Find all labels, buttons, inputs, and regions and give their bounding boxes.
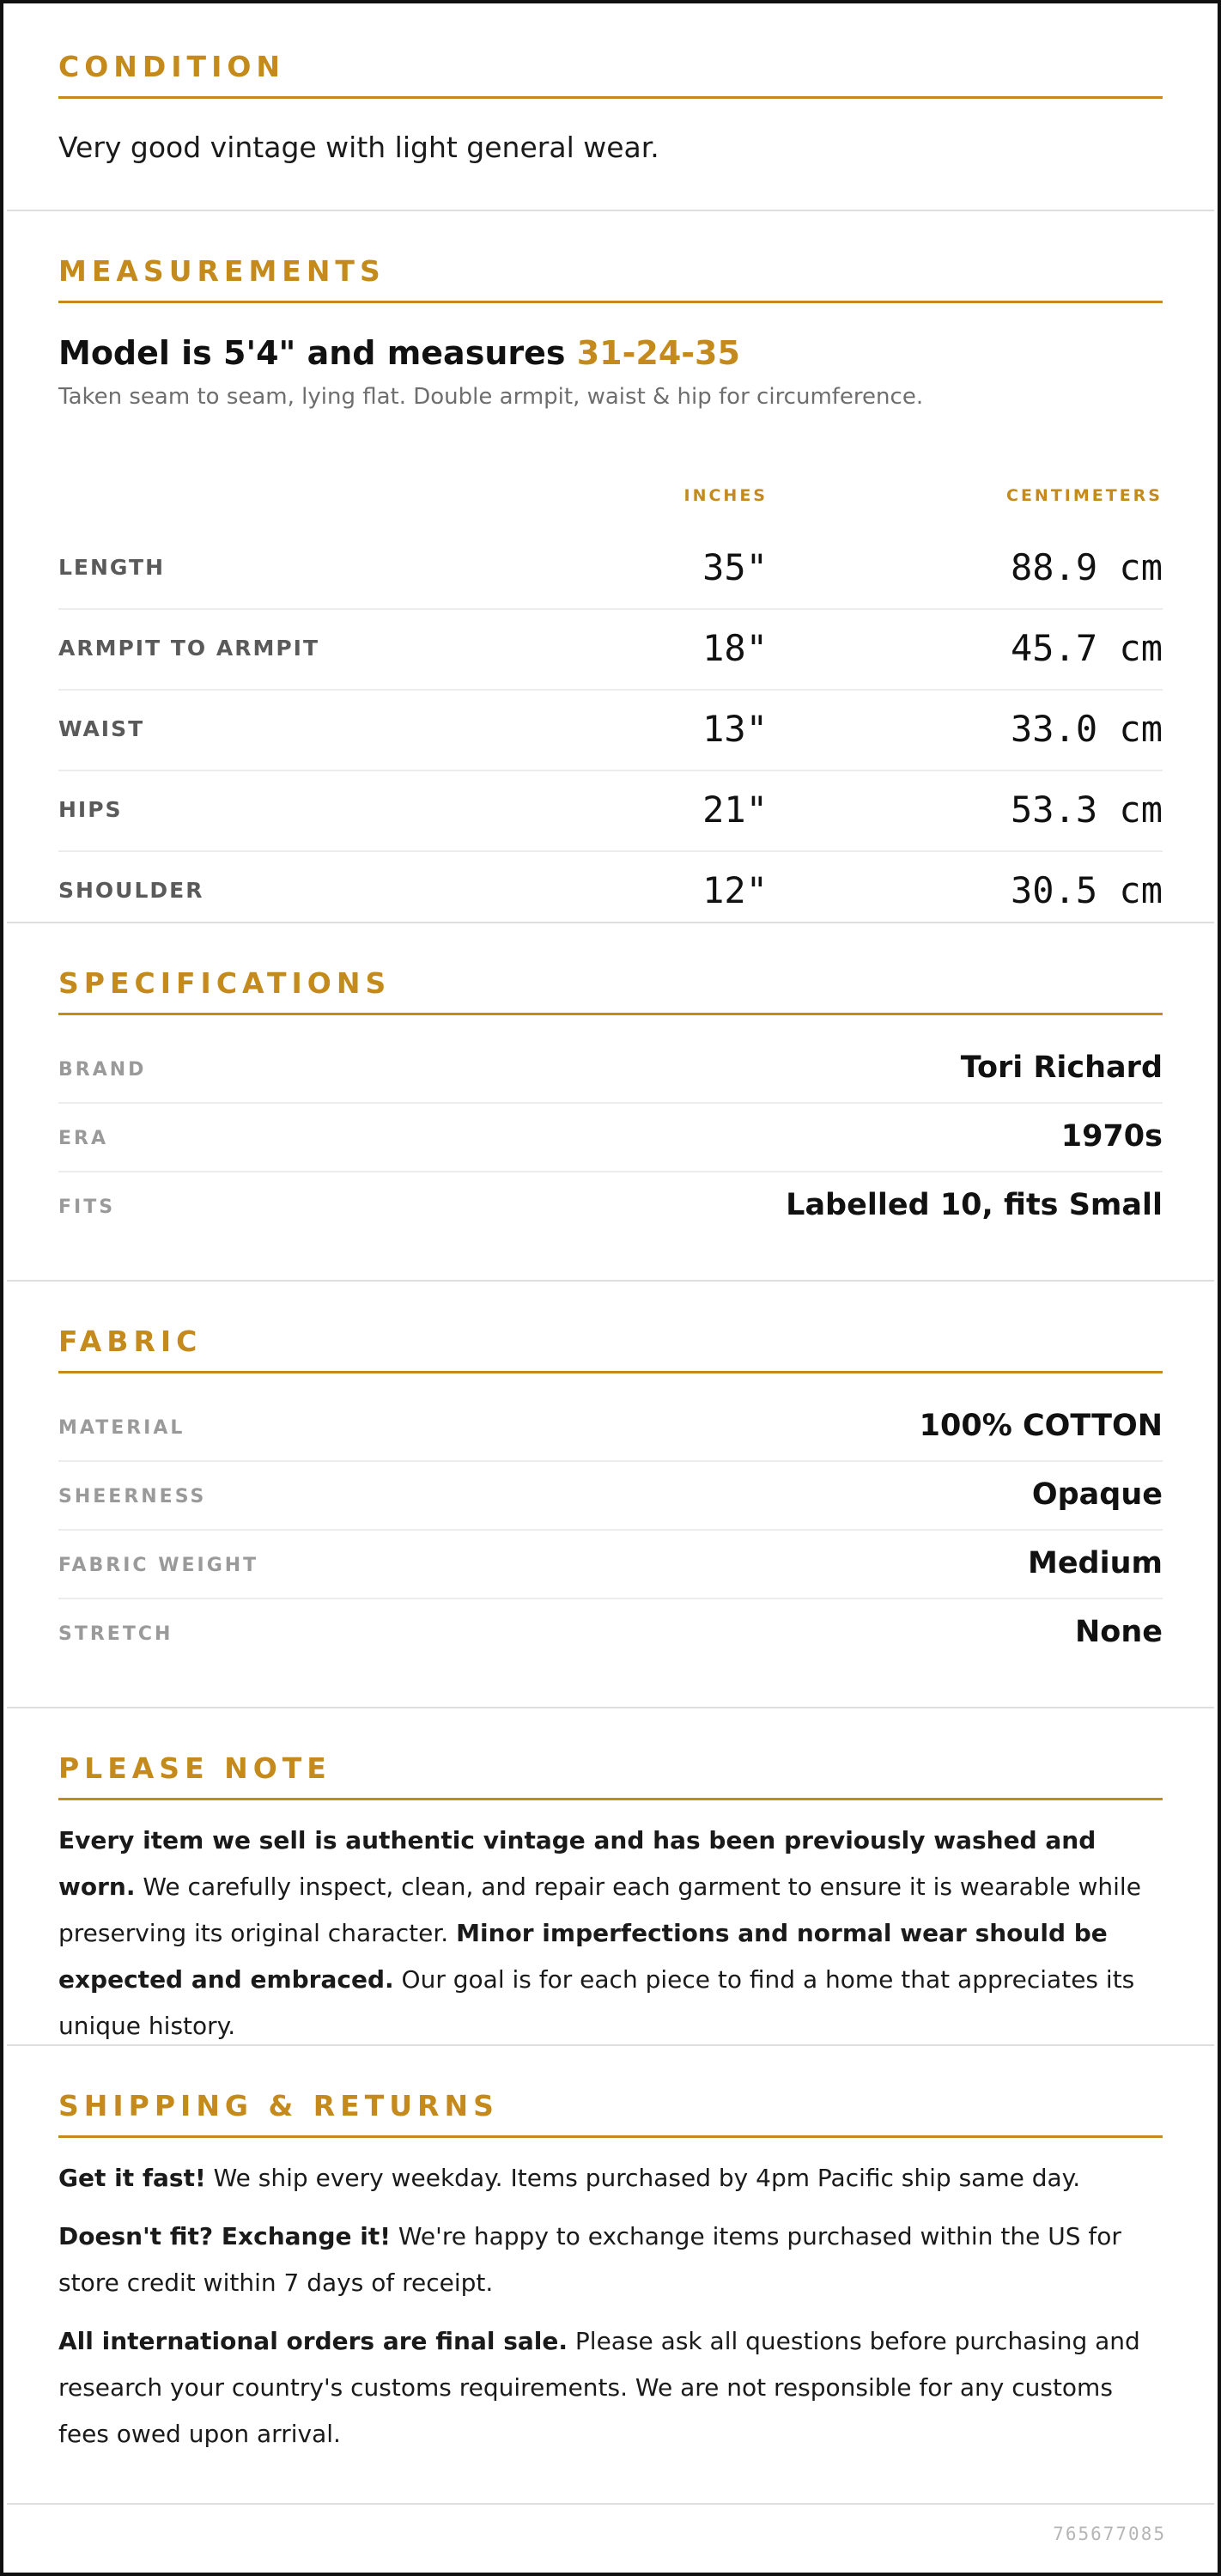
measurement-row	[58, 610, 1163, 691]
shipping-paragraph-2	[58, 2214, 1163, 2306]
measurement-row	[58, 852, 1163, 933]
inches-column-header: INCHES	[683, 486, 768, 505]
measurements-rule	[58, 301, 1163, 303]
shipping-rule	[58, 2135, 1163, 2138]
measurement-inches: 12"	[702, 869, 768, 911]
spec-label: ERA	[58, 1128, 108, 1149]
condition-rule	[58, 96, 1163, 99]
measurement-cm: 33.0 cm	[1010, 708, 1163, 750]
please-note-title: PLEASE NOTE	[58, 1751, 331, 1785]
spec-label: FITS	[58, 1197, 116, 1218]
fabric-row	[58, 1446, 1163, 1515]
model-prefix: Model is 5'4" and measures	[58, 334, 577, 372]
condition-text: Very good vintage with light general wear.	[58, 131, 659, 164]
spec-row	[58, 1157, 1163, 1226]
condition-section	[7, 3, 1214, 208]
please-note-section	[7, 1708, 1214, 2043]
measurement-label: ARMPIT TO ARMPIT	[58, 636, 320, 661]
fabric-rule	[58, 1371, 1163, 1373]
fabric-value: Opaque	[1031, 1477, 1163, 1512]
shipping-title: SHIPPING & RETURNS	[58, 2089, 499, 2122]
fabric-title: FABRIC	[58, 1325, 203, 1358]
please-note-text-1: We carefully inspect, clean, and repair each garment to ensure it is wearable while preserving its original character.	[58, 1873, 1141, 1947]
shipping-p2-bold: Doesn't fit? Exchange it!	[58, 2222, 391, 2250]
specifications-section	[7, 923, 1214, 1279]
please-note-rule	[58, 1798, 1163, 1800]
measurement-label: WAIST	[58, 716, 145, 741]
centimeters-column-header: CENTIMETERS	[1006, 486, 1163, 505]
shipping-paragraph-1	[58, 2155, 1163, 2201]
shipping-paragraph-3	[58, 2318, 1163, 2457]
fabric-value: 100% COTTON	[919, 1409, 1163, 1443]
spec-label: BRAND	[58, 1059, 147, 1081]
measurement-cm: 53.3 cm	[1010, 789, 1163, 831]
fabric-value: Medium	[1027, 1546, 1163, 1580]
fabric-row	[58, 1378, 1163, 1446]
fabric-section	[7, 1282, 1214, 1706]
fabric-label: STRETCH	[58, 1623, 173, 1645]
spec-value: Tori Richard	[960, 1050, 1163, 1085]
measurement-row	[58, 771, 1163, 852]
fabric-label: MATERIAL	[58, 1417, 185, 1439]
measurement-inches: 13"	[702, 708, 768, 750]
measurement-note: Taken seam to seam, lying flat. Double armpit, waist & hip for circumference.	[58, 384, 924, 410]
please-note-bold-1: Every item we sell is authentic vintage and has been previously washed and worn.	[58, 1826, 1096, 1901]
measurement-cm: 88.9 cm	[1010, 546, 1163, 588]
condition-title: CONDITION	[58, 50, 286, 83]
shipping-p2-text: We're happy to exchange items purchased within the US for store credit within 7 days of receipt.	[58, 2222, 1121, 2297]
fabric-value: None	[1075, 1615, 1163, 1649]
spec-value: Labelled 10, fits Small	[786, 1188, 1163, 1222]
spec-value: 1970s	[1060, 1119, 1163, 1154]
specifications-title: SPECIFICATIONS	[58, 966, 392, 1000]
measurement-label: LENGTH	[58, 555, 165, 580]
fabric-label: FABRIC WEIGHT	[58, 1555, 259, 1576]
measurement-label: HIPS	[58, 797, 123, 822]
measurement-cm: 45.7 cm	[1010, 627, 1163, 669]
model-line	[58, 334, 1163, 372]
model-measure: 31-24-35	[576, 334, 740, 372]
measurement-inches: 35"	[702, 546, 768, 588]
shipping-p1-text: We ship every weekday. Items purchased by 4pm Pacific ship same day.	[205, 2164, 1081, 2192]
please-note-bold-2: Minor imperfections and normal wear should be expected and embraced.	[58, 1919, 1108, 1994]
section-divider	[7, 2503, 1214, 2505]
shipping-p1-bold: Get it fast!	[58, 2164, 206, 2192]
fabric-row	[58, 1584, 1163, 1653]
spec-row	[58, 1020, 1163, 1088]
measurement-cm: 30.5 cm	[1010, 869, 1163, 911]
spec-row	[58, 1088, 1163, 1157]
measurement-row	[58, 529, 1163, 610]
measurement-inches: 18"	[702, 627, 768, 669]
shipping-p3-text: Please ask all questions before purchasing and research your country's customs requirements. We are not responsible for any customs fees owed upon arrival.	[58, 2327, 1140, 2448]
sku-number: 765677085	[1053, 2524, 1166, 2544]
specifications-rule	[58, 1013, 1163, 1015]
measurements-title: MEASUREMENTS	[58, 254, 386, 288]
fabric-row	[58, 1515, 1163, 1584]
shipping-p3-bold: All international orders are final sale.	[58, 2327, 568, 2355]
fabric-label: SHEERNESS	[58, 1486, 207, 1507]
please-note-text-2: Our goal is for each piece to find a home that appreciates its unique history.	[58, 1965, 1135, 2040]
shipping-section	[7, 2046, 1214, 2501]
measurement-row	[58, 691, 1163, 771]
measurement-inches: 21"	[702, 789, 768, 831]
measurements-section	[7, 211, 1214, 921]
please-note-text	[58, 1818, 1163, 2049]
measurement-label: SHOULDER	[58, 878, 204, 903]
